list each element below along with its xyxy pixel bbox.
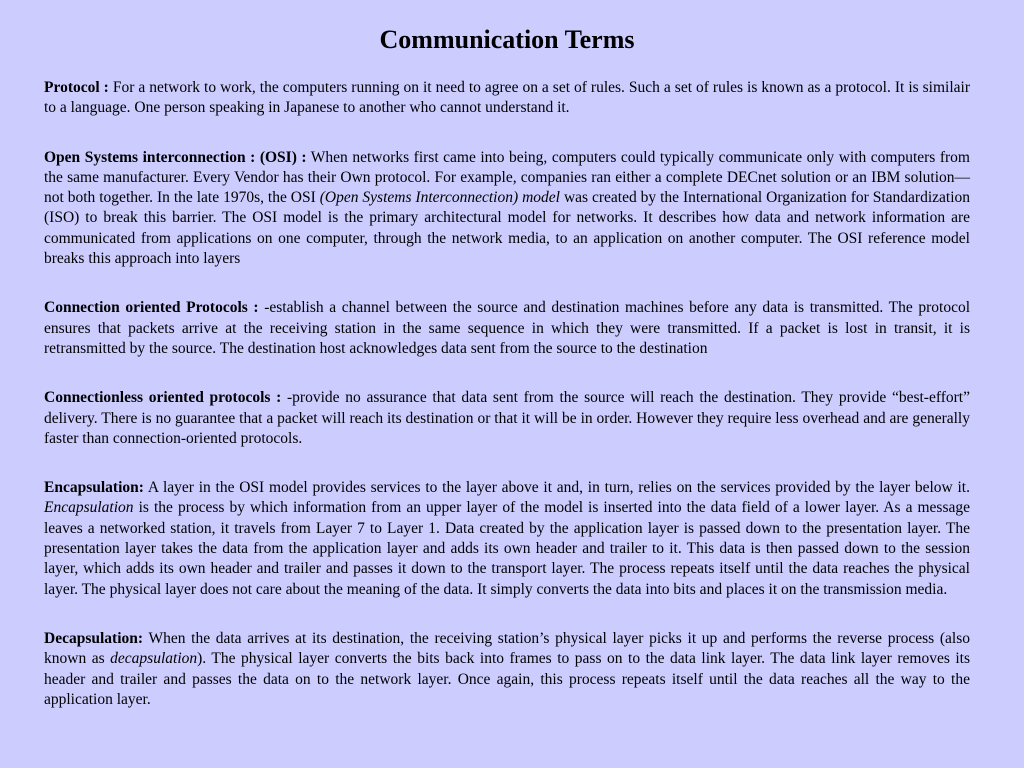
- term-definition: For a network to work, the computers running on it need to agree on a set of rules. Such a set of rules is known as a protocol. It is similair to a language. One person speaking in Japanese to another who cannot understand it.: [44, 79, 971, 117]
- term-protocol: [44, 78, 970, 119]
- term-emphasis: Encapsulation: [44, 499, 134, 517]
- term-label: Open Systems interconnection : (OSI) :: [44, 148, 307, 166]
- term-connectionless: [44, 388, 970, 449]
- term-emphasis: decapsulation: [110, 650, 198, 668]
- term-definition-cont: is the process by which information from an upper layer of the model is inserted into the data field of a lower layer. As a message leaves a networked station, it travels from Layer 7 to Layer 1. Data created by the application layer is passed down to the presentation layer. The presentation layer takes the data from the application layer and adds its own header and trailer to it. This data is then passed down to the session layer, which adds its own header and trailer and passes it down to the transport layer. The process repeats itself until the data reaches the physical layer. The physical layer does not care about the meaning of the data. It simply converts the data into bits and places it on the transmission media.: [44, 499, 971, 598]
- term-label: Encapsulation:: [44, 479, 144, 497]
- term-decapsulation: [44, 629, 970, 710]
- term-definition-cont: ). The physical layer converts the bits back into frames to pass on to the data link layer. The data link layer removes its header and trailer and passes the data on to the network layer. Once again, this process repeats itself until the data reaches all the way to the application layer.: [44, 650, 971, 708]
- term-label: Decapsulation:: [44, 629, 144, 647]
- term-definition-cont: was created by the International Organization for Standardization (ISO) to break this barrier. The OSI model is the primary architectural model for networks. It describes how data and network information are communicated from applications on one computer, through the network media, to an application on another computer. The OSI reference model breaks this approach into layers: [44, 189, 971, 268]
- term-definition: When the data arrives at its destination, the receiving station’s physical layer picks it up and performs the reverse process (also known as: [44, 629, 970, 668]
- term-osi: [44, 148, 970, 270]
- term-definition: -provide no assurance that data sent from the source will reach the destination. They provide “best-effort” delivery. There is no guarantee that a packet will reach its destination or that it will be in order. However they require less overhead and are generally faster than connection-oriented protocols.: [44, 389, 970, 447]
- term-definition: When networks first came into being, computers could typically communicate only with computers from the same manufacturer. Every Vendor has their Own protocol. For example, companies ran either a complete DECnet solution or an IBM solution—not both together. In the late 1970s, the OSI: [44, 148, 970, 207]
- term-emphasis: (Open Systems Interconnection) model: [319, 189, 560, 207]
- term-definition: A layer in the OSI model provides services to the layer above it and, in turn, relies on the services provided by the layer below it.: [147, 479, 970, 497]
- term-encapsulation: [44, 478, 970, 600]
- term-connection-oriented: [44, 298, 970, 359]
- term-label: Protocol :: [44, 79, 109, 96]
- term-definition: -establish a channel between the source and destination machines before any data is transmitted. The protocol ensures that packets arrive at the receiving station in the same sequence in which they were transmitted. If a packet is lost in transit, it is retransmitted by the source. The destination host acknowledges data sent from the source to the destination: [44, 299, 971, 357]
- term-label: Connectionless oriented protocols :: [44, 389, 282, 407]
- page-title: Communication Terms: [379, 25, 635, 54]
- term-label: Connection oriented Protocols :: [44, 299, 259, 317]
